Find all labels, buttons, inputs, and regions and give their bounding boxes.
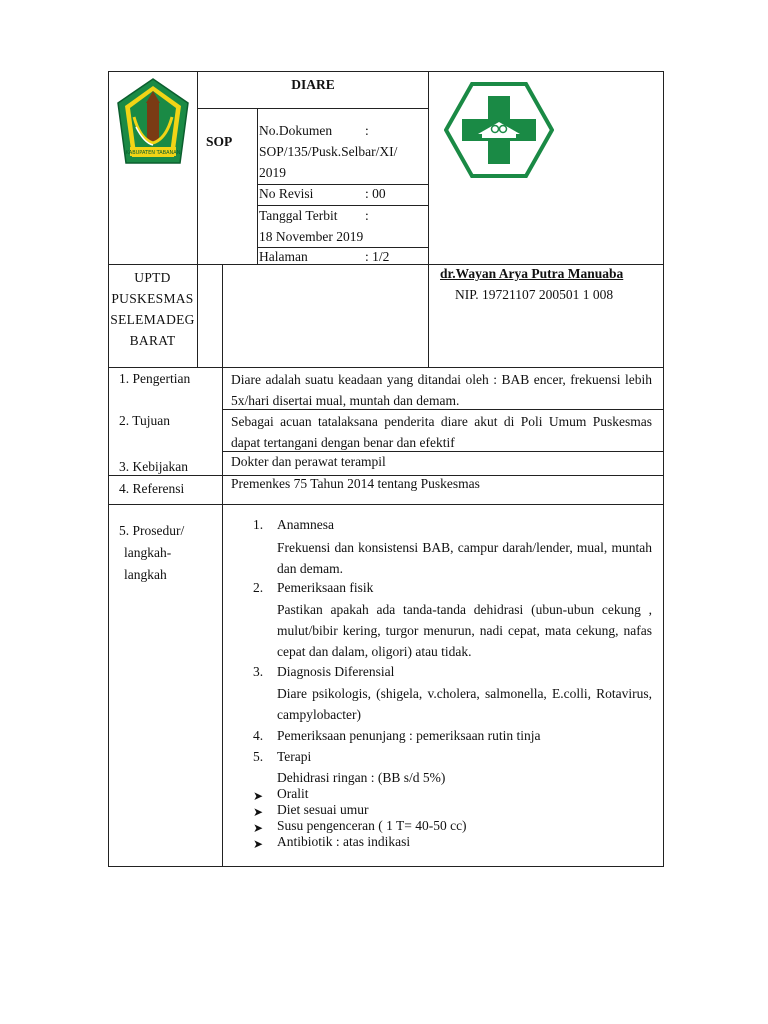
issue-date-label: Tanggal Terbit — [259, 208, 338, 223]
puskesmas-logo-icon — [444, 82, 554, 178]
svg-text:KABUPATEN TABANAN: KABUPATEN TABANAN — [125, 150, 181, 156]
organization-line: SELEMADEG — [110, 312, 195, 327]
bullet-item: Oralit — [277, 786, 309, 801]
prosedur-label-line: langkah — [124, 567, 167, 582]
organization-line: UPTD — [134, 270, 171, 285]
page-value: : 1/2 — [365, 249, 390, 264]
sop-label: SOP — [206, 134, 233, 149]
step-number: 3. — [253, 664, 264, 679]
issue-date-colon: : — [365, 208, 369, 223]
doc-number-colon: : — [365, 123, 369, 138]
step-body: Pastikan apakah ada tanda-tanda dehidrasi (ubun-ubun cekung , mulut/bibir kering, turgor menurun, nadi cepat, mata cekung, nafas cepat dan dalam, oligori) atau tidak. — [277, 602, 652, 659]
bullet-item: Susu pengenceran ( 1 T= 40-50 cc) — [277, 818, 467, 833]
arrow-bullet-icon: ➤ — [253, 837, 264, 851]
doc-number-label: No.Dokumen — [259, 123, 333, 138]
section-label-tujuan: 2. Tujuan — [119, 413, 171, 428]
section-text-pengertian: Diare adalah suatu keadaan yang ditandai oleh : BAB encer, frekuensi lebih 5x/hari disertai mual, muntah dan demam. — [231, 372, 652, 408]
signatory-nip: NIP. 19721107 200501 1 008 — [455, 287, 614, 302]
arrow-bullet-icon: ➤ — [253, 821, 264, 835]
section-text-referensi: Premenkes 75 Tahun 2014 tentang Puskesmas — [231, 476, 480, 491]
step-title: Diagnosis Diferensial — [277, 664, 395, 679]
section-label-referensi: 4. Referensi — [119, 481, 185, 496]
page-label: Halaman — [259, 249, 308, 264]
step-title: Anamnesa — [277, 517, 334, 532]
organization-line: BARAT — [129, 333, 176, 348]
doc-number-year: 2019 — [259, 165, 286, 180]
step-number: 2. — [253, 580, 264, 595]
section-text-tujuan: Sebagai acuan tatalaksana penderita diare akut di Poli Umum Puskesmas dapat tertangani dengan benar dan efektif — [231, 414, 652, 450]
bullet-item: Diet sesuai umur — [277, 802, 369, 817]
step-title: Terapi — [277, 749, 312, 764]
step-number: 5. — [253, 749, 264, 764]
arrow-bullet-icon: ➤ — [253, 805, 264, 819]
issue-date-value: 18 November 2019 — [259, 229, 364, 244]
step-title: Pemeriksaan penunjang : pemeriksaan rutin tinja — [277, 728, 541, 743]
revision-value: : 00 — [365, 186, 386, 201]
prosedur-label-line: 5. Prosedur/ — [119, 523, 185, 538]
section-label-prosedur — [119, 520, 184, 586]
step-body: Frekuensi dan konsistensi BAB, campur darah/lender, mual, muntah dan demam. — [277, 540, 652, 576]
document-title: DIARE — [291, 77, 335, 92]
prosedur-label-line: langkah- — [124, 545, 172, 560]
step-body: Diare psikologis, (shigela, v.cholera, salmonella, E.colli, Rotavirus, campylobacter) — [277, 686, 652, 722]
step-title: Pemeriksaan fisik — [277, 580, 374, 595]
regency-logo-icon — [116, 77, 190, 171]
arrow-bullet-icon: ➤ — [253, 789, 264, 803]
section-text-kebijakan: Dokter dan perawat terampil — [231, 454, 386, 469]
section-label-kebijakan: 3. Kebijakan — [119, 459, 188, 474]
organization-line: PUSKESMAS — [111, 291, 194, 306]
revision-label: No Revisi — [259, 186, 314, 201]
section-label-pengertian: 1. Pengertian — [119, 371, 191, 386]
signatory-name: dr.Wayan Arya Putra Manuaba — [440, 266, 624, 281]
step-body: Dehidrasi ringan : (BB s/d 5%) — [277, 770, 446, 785]
doc-number-value: SOP/135/Pusk.Selbar/XI/ — [259, 144, 398, 159]
step-number: 1. — [253, 517, 264, 532]
bullet-item: Antibiotik : atas indikasi — [277, 834, 411, 849]
step-number: 4. — [253, 728, 264, 743]
organization-name — [108, 267, 197, 351]
